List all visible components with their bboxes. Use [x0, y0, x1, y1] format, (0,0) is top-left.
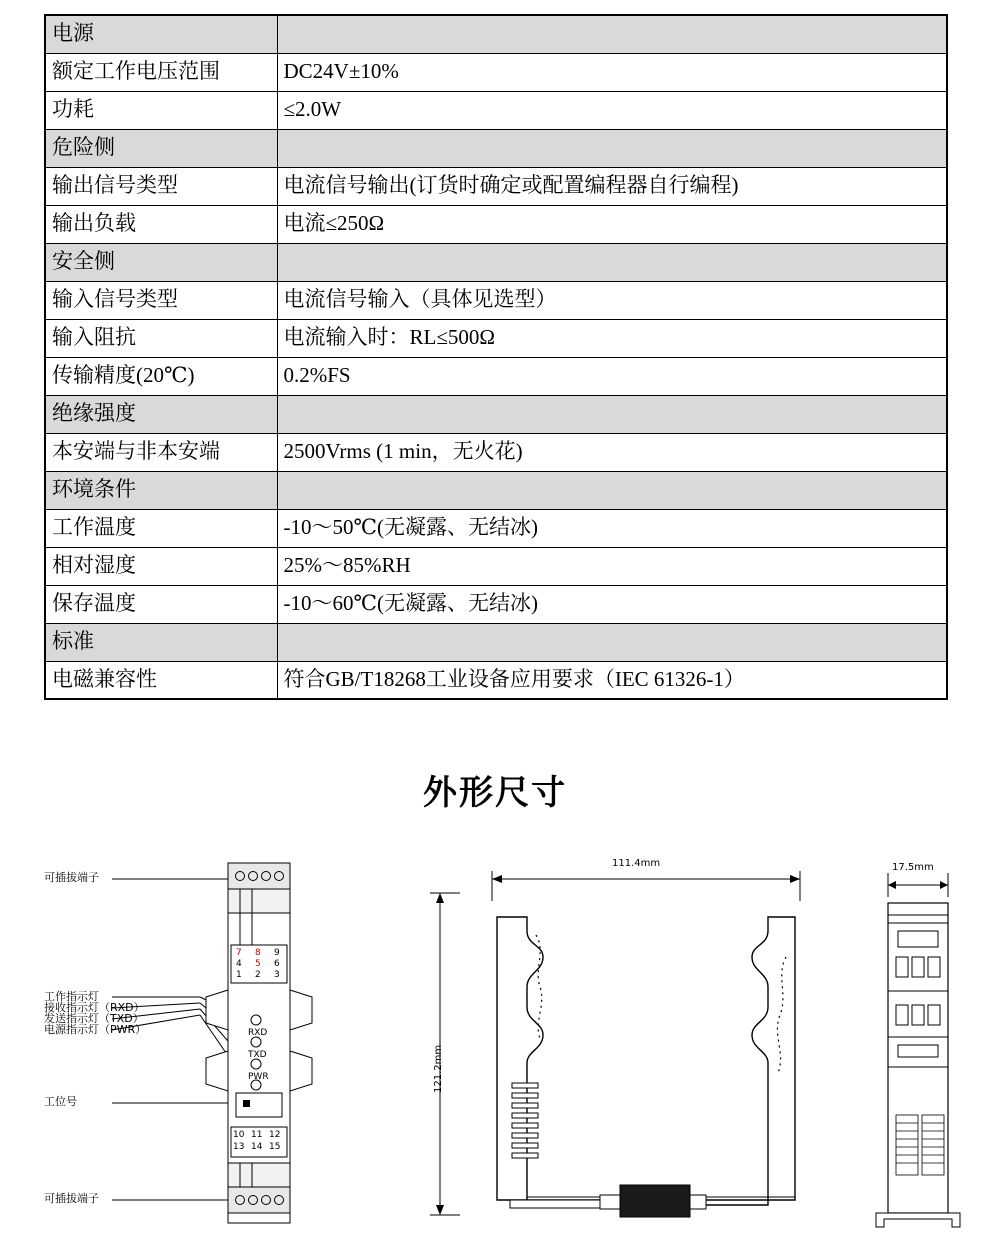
terminal-number-6: 6: [274, 959, 280, 969]
table-row: [45, 205, 947, 243]
spec-label: 本安端与非本安端: [45, 433, 277, 471]
spec-value: 25%～85%RH: [277, 547, 947, 585]
table-row: [45, 433, 947, 471]
table-row: [45, 53, 947, 91]
table-row: [45, 91, 947, 129]
spec-value: -10～60℃(无凝露、无结冰): [277, 585, 947, 623]
spec-label: 保存温度: [45, 585, 277, 623]
callout-top-terminal: 可插拔端子: [44, 871, 99, 884]
table-row: [45, 395, 947, 433]
terminal-number-1: 1: [236, 970, 242, 980]
spec-value: [277, 15, 947, 53]
terminal-number-15: 15: [269, 1142, 281, 1152]
spec-label: 危险侧: [45, 129, 277, 167]
spec-value: 电流信号输入（具体见选型）: [277, 281, 947, 319]
spec-label: 额定工作电压范围: [45, 53, 277, 91]
spec-value: 2500Vrms (1 min，无火花): [277, 433, 947, 471]
callout-txd-indicator: 发送指示灯（TXD）: [44, 1012, 144, 1025]
spec-value: -10～50℃(无凝露、无结冰): [277, 509, 947, 547]
dimension-height: 121.2mm: [433, 1044, 444, 1093]
terminal-number-11: 11: [251, 1130, 263, 1140]
led-label-rxd: RXD: [248, 1028, 268, 1038]
table-row: [45, 15, 947, 53]
table-row: [45, 281, 947, 319]
terminal-number-8: 8: [255, 948, 261, 958]
table-row: [45, 547, 947, 585]
table-row: [45, 585, 947, 623]
specification-table-container: [44, 14, 946, 700]
callout-work-indicator: 工作指示灯: [44, 990, 99, 1003]
terminal-number-14: 14: [251, 1142, 263, 1152]
table-row: [45, 129, 947, 167]
dimension-drawing-svg: [0, 845, 990, 1243]
terminal-number-9: 9: [274, 948, 280, 958]
spec-label: 工作温度: [45, 509, 277, 547]
spec-value: 0.2%FS: [277, 357, 947, 395]
spec-label: 输出负载: [45, 205, 277, 243]
table-row: [45, 623, 947, 661]
specification-table: [44, 14, 948, 700]
spec-label: 输入阻抗: [45, 319, 277, 357]
spec-value: 电流输入时：RL≤500Ω: [277, 319, 947, 357]
terminal-number-3: 3: [274, 970, 280, 980]
dimension-width: 17.5mm: [892, 862, 934, 873]
table-row: [45, 471, 947, 509]
callout-tag-number: 工位号: [44, 1095, 77, 1108]
table-row: [45, 243, 947, 281]
page-title: 外形尺寸: [423, 773, 567, 813]
callout-rxd-indicator: 接收指示灯（RXD）: [44, 1001, 145, 1014]
spec-value: ≤2.0W: [277, 91, 947, 129]
spec-label: 输出信号类型: [45, 167, 277, 205]
terminal-number-2: 2: [255, 970, 261, 980]
terminal-number-12: 12: [269, 1130, 281, 1140]
spec-label: 功耗: [45, 91, 277, 129]
spec-label: 相对湿度: [45, 547, 277, 585]
spec-value: 电流≤250Ω: [277, 205, 947, 243]
dimension-length: 111.4mm: [612, 858, 661, 869]
spec-label: 绝缘强度: [45, 395, 277, 433]
specification-table-body: [45, 15, 947, 699]
led-label-pwr: PWR: [248, 1072, 269, 1082]
terminal-number-13: 13: [233, 1142, 245, 1152]
table-row: [45, 167, 947, 205]
led-label-txd: TXD: [248, 1050, 267, 1060]
callout-pwr-indicator: 电源指示灯（PWR）: [44, 1023, 147, 1036]
spec-value: [277, 129, 947, 167]
spec-value: DC24V±10%: [277, 53, 947, 91]
table-row: [45, 661, 947, 699]
table-row: [45, 357, 947, 395]
spec-label: 输入信号类型: [45, 281, 277, 319]
spec-label: 标准: [45, 623, 277, 661]
terminal-number-4: 4: [236, 959, 242, 969]
terminal-number-5: 5: [255, 959, 261, 969]
dimension-drawing-area: [0, 845, 990, 1243]
spec-value: [277, 243, 947, 281]
spec-label: 传输精度(20℃): [45, 357, 277, 395]
spec-value: [277, 395, 947, 433]
spec-label: 电源: [45, 15, 277, 53]
spec-label: 电磁兼容性: [45, 661, 277, 699]
spec-value: 符合GB/T18268工业设备应用要求（IEC 61326-1）: [277, 661, 947, 699]
spec-label: 环境条件: [45, 471, 277, 509]
spec-label: 安全侧: [45, 243, 277, 281]
spec-value: [277, 471, 947, 509]
table-row: [45, 319, 947, 357]
spec-value: 电流信号输出(订货时确定或配置编程器自行编程): [277, 167, 947, 205]
terminal-number-7: 7: [236, 948, 242, 958]
table-row: [45, 509, 947, 547]
terminal-number-10: 10: [233, 1130, 245, 1140]
callout-bottom-terminal: 可插拔端子: [44, 1192, 99, 1205]
spec-value: [277, 623, 947, 661]
